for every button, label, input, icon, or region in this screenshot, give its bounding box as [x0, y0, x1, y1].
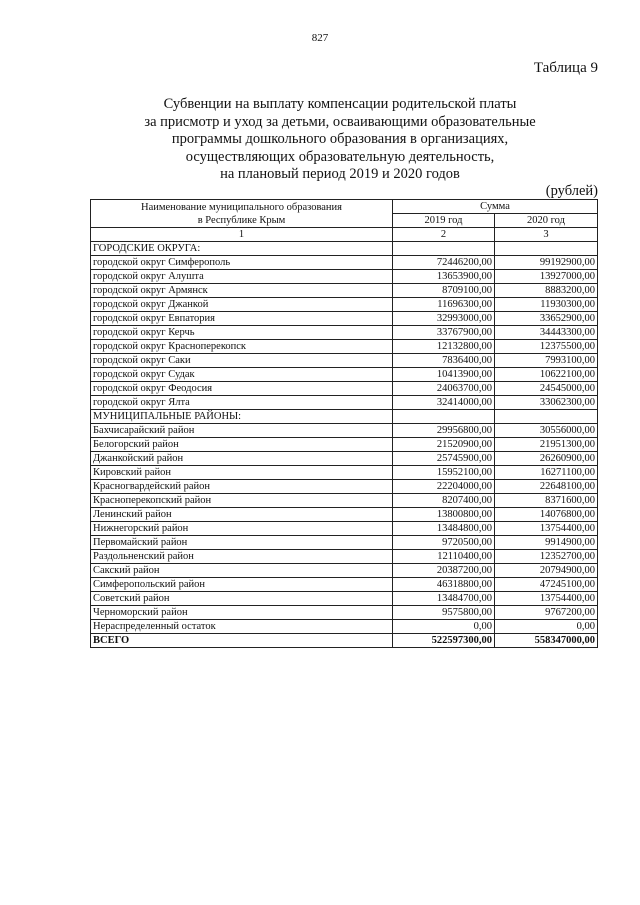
amount-2020: 0,00 — [495, 620, 598, 634]
title-line: Субвенции на выплату компенсации родительской платы — [163, 96, 517, 112]
total-2019: 522597300,00 — [393, 634, 495, 648]
amount-2020: 33062300,00 — [495, 396, 598, 410]
amount-2019: 13653900,00 — [393, 270, 495, 284]
table-body — [91, 242, 598, 648]
empty-cell — [495, 242, 598, 256]
table-row — [91, 298, 598, 312]
municipality-name: городской округ Саки — [91, 354, 393, 368]
amount-2019: 12132800,00 — [393, 340, 495, 354]
table-row — [91, 354, 598, 368]
empty-cell — [393, 242, 495, 256]
header-index-1: 1 — [91, 228, 393, 242]
municipality-name: Ленинский район — [91, 508, 393, 522]
municipality-name: Кировский район — [91, 466, 393, 480]
municipality-name: Джанкойский район — [91, 452, 393, 466]
total-label: ВСЕГО — [91, 634, 393, 648]
header-name-cell — [91, 200, 393, 228]
empty-cell — [495, 410, 598, 424]
section-title: МУНИЦИПАЛЬНЫЕ РАЙОНЫ: — [91, 410, 393, 424]
municipality-name: Красногвардейский район — [91, 480, 393, 494]
municipality-name: Симферопольский район — [91, 578, 393, 592]
amount-2020: 12375500,00 — [495, 340, 598, 354]
amount-2019: 72446200,00 — [393, 256, 495, 270]
amount-2019: 10413900,00 — [393, 368, 495, 382]
table-row — [91, 452, 598, 466]
amount-2019: 20387200,00 — [393, 564, 495, 578]
total-row — [91, 634, 598, 648]
amount-2019: 7836400,00 — [393, 354, 495, 368]
amount-2020: 34443300,00 — [495, 326, 598, 340]
municipality-name: Нераспределенный остаток — [91, 620, 393, 634]
amount-2020: 8883200,00 — [495, 284, 598, 298]
amount-2019: 13800800,00 — [393, 508, 495, 522]
section-row — [91, 410, 598, 424]
amount-2020: 22648100,00 — [495, 480, 598, 494]
amount-2019: 13484700,00 — [393, 592, 495, 606]
empty-cell — [393, 410, 495, 424]
table-row — [91, 480, 598, 494]
amount-2019: 0,00 — [393, 620, 495, 634]
amount-2020: 13927000,00 — [495, 270, 598, 284]
header-sum: Сумма — [393, 200, 598, 214]
municipality-name: Красноперекопский район — [91, 494, 393, 508]
amount-2019: 22204000,00 — [393, 480, 495, 494]
municipality-name: городской округ Джанкой — [91, 298, 393, 312]
section-row — [91, 242, 598, 256]
table-row — [91, 564, 598, 578]
table-row — [91, 368, 598, 382]
amount-2020: 20794900,00 — [495, 564, 598, 578]
subventions-table — [90, 199, 598, 648]
municipality-name: городской округ Феодосия — [91, 382, 393, 396]
amount-2019: 25745900,00 — [393, 452, 495, 466]
table-row — [91, 592, 598, 606]
municipality-name: городской округ Симферополь — [91, 256, 393, 270]
amount-2019: 15952100,00 — [393, 466, 495, 480]
table-row — [91, 494, 598, 508]
amount-2020: 12352700,00 — [495, 550, 598, 564]
municipality-name: Нижнегорский район — [91, 522, 393, 536]
header-index-2: 2 — [393, 228, 495, 242]
table-row — [91, 270, 598, 284]
title-line: осуществляющих образовательную деятельность, — [185, 148, 495, 165]
municipality-name: городской округ Ялта — [91, 396, 393, 410]
table-row — [91, 284, 598, 298]
table-row — [91, 424, 598, 438]
amount-2020: 24545000,00 — [495, 382, 598, 396]
table-row — [91, 326, 598, 340]
municipality-name: городской округ Судак — [91, 368, 393, 382]
amount-2020: 7993100,00 — [495, 354, 598, 368]
amount-2019: 13484800,00 — [393, 522, 495, 536]
table-row — [91, 396, 598, 410]
document-title — [90, 96, 590, 184]
table-row — [91, 620, 598, 634]
table-row — [91, 312, 598, 326]
amount-2019: 12110400,00 — [393, 550, 495, 564]
units-label: (рублей) — [545, 183, 598, 199]
amount-2020: 10622100,00 — [495, 368, 598, 382]
municipality-name: городской округ Керчь — [91, 326, 393, 340]
table-row — [91, 606, 598, 620]
municipality-name: городской округ Евпатория — [91, 312, 393, 326]
amount-2020: 33652900,00 — [495, 312, 598, 326]
amount-2019: 32414000,00 — [393, 396, 495, 410]
amount-2020: 26260900,00 — [495, 452, 598, 466]
municipality-name: городской округ Алушта — [91, 270, 393, 284]
amount-2020: 16271100,00 — [495, 466, 598, 480]
table-row — [91, 578, 598, 592]
amount-2019: 33767900,00 — [393, 326, 495, 340]
municipality-name: Черноморский район — [91, 606, 393, 620]
section-title: ГОРОДСКИЕ ОКРУГА: — [91, 242, 393, 256]
amount-2019: 29956800,00 — [393, 424, 495, 438]
table-row — [91, 522, 598, 536]
amount-2020: 13754400,00 — [495, 522, 598, 536]
table-row — [91, 340, 598, 354]
amount-2020: 13754400,00 — [495, 592, 598, 606]
amount-2019: 8207400,00 — [393, 494, 495, 508]
amount-2020: 21951300,00 — [495, 438, 598, 452]
amount-2020: 14076800,00 — [495, 508, 598, 522]
table-row — [91, 382, 598, 396]
amount-2020: 11930300,00 — [495, 298, 598, 312]
total-2020: 558347000,00 — [495, 634, 598, 648]
amount-2019: 21520900,00 — [393, 438, 495, 452]
municipality-name: городской округ Красноперекопск — [91, 340, 393, 354]
amount-2020: 99192900,00 — [495, 256, 598, 270]
table-row — [91, 508, 598, 522]
table-label: Таблица 9 — [533, 60, 598, 76]
header-index-3: 3 — [495, 228, 598, 242]
amount-2020: 8371600,00 — [495, 494, 598, 508]
title-line: программы дошкольного образования в организациях, — [171, 131, 509, 147]
title-line: на плановый период 2019 и 2020 годов — [220, 166, 460, 182]
header-year-2019: 2019 год — [393, 214, 495, 228]
amount-2019: 32993000,00 — [393, 312, 495, 326]
municipality-name: Первомайский район — [91, 536, 393, 550]
table-row — [91, 466, 598, 480]
title-line: за присмотр и уход за детьми, осваивающими образовательные — [144, 113, 536, 130]
header-year-2020: 2020 год — [495, 214, 598, 228]
header-name-line1: Наименование муниципального образования — [141, 201, 342, 213]
page-number: 827 — [311, 32, 329, 44]
amount-2019: 11696300,00 — [393, 298, 495, 312]
municipality-name: Белогорский район — [91, 438, 393, 452]
table-row — [91, 536, 598, 550]
table-row — [91, 256, 598, 270]
amount-2019: 9720500,00 — [393, 536, 495, 550]
municipality-name: Бахчисарайский район — [91, 424, 393, 438]
amount-2019: 9575800,00 — [393, 606, 495, 620]
amount-2019: 8709100,00 — [393, 284, 495, 298]
header-name-line2: в Республике Крым — [197, 214, 286, 226]
amount-2020: 47245100,00 — [495, 578, 598, 592]
amount-2020: 9914900,00 — [495, 536, 598, 550]
amount-2019: 24063700,00 — [393, 382, 495, 396]
amount-2019: 46318800,00 — [393, 578, 495, 592]
municipality-name: городской округ Армянск — [91, 284, 393, 298]
municipality-name: Советский район — [91, 592, 393, 606]
table-row — [91, 438, 598, 452]
municipality-name: Сакский район — [91, 564, 393, 578]
amount-2020: 30556000,00 — [495, 424, 598, 438]
table-row — [91, 550, 598, 564]
municipality-name: Раздольненский район — [91, 550, 393, 564]
amount-2020: 9767200,00 — [495, 606, 598, 620]
